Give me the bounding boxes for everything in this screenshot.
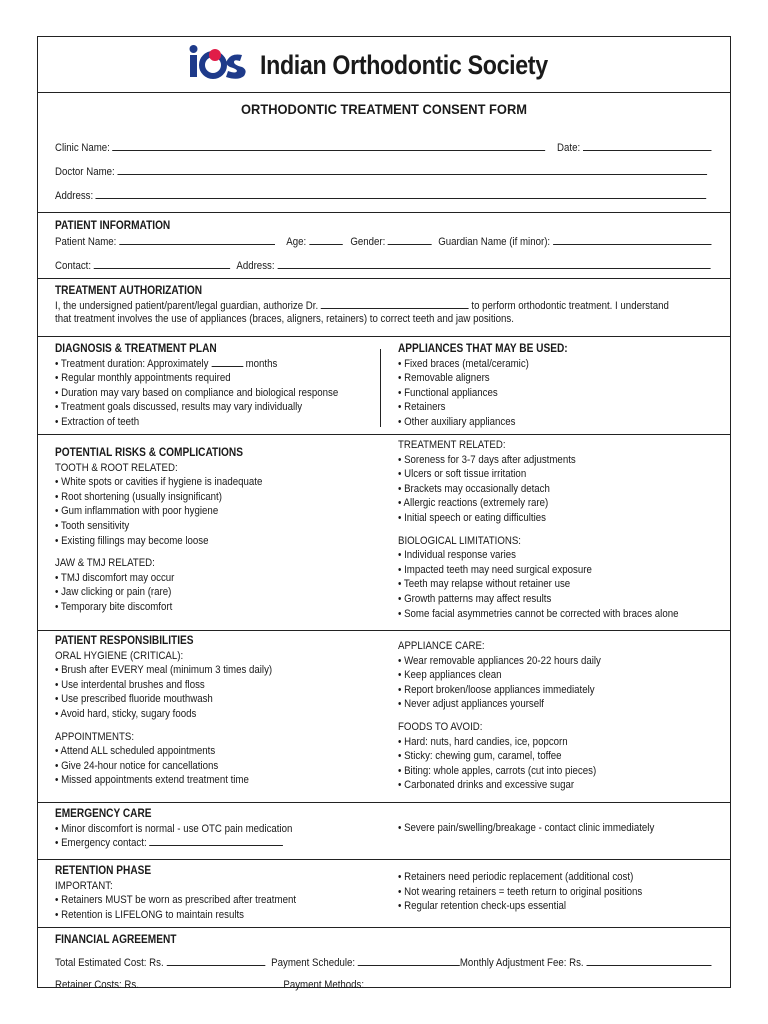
list-item [55, 836, 292, 851]
retention-heading: RETENTION PHASE [55, 865, 152, 877]
duration-unit: months [245, 357, 278, 370]
list-item: • Fixed braces (metal/ceramic) [398, 357, 568, 372]
oral-hygiene-heading: ORAL HYGIENE (CRITICAL): [55, 649, 184, 662]
risks-left-column [55, 446, 262, 615]
list-item: • Retainers MUST be worn as prescribed after treatment [55, 893, 296, 908]
financial-heading: FINANCIAL AGREEMENT [55, 934, 177, 946]
list-item: • Avoid hard, sticky, sugary foods [55, 707, 272, 722]
list-item: • Regular retention check-ups essential [398, 899, 642, 914]
patient-name-field[interactable] [119, 235, 275, 245]
authorization-text-a: I, the undersigned patient/parent/legal guardian, authorize Dr. [55, 300, 319, 312]
list-item: • Root shortening (usually insignificant) [55, 490, 262, 505]
risks-right-column [398, 438, 679, 621]
list-item: • Biting: whole apples, carrots (cut into pieces) [398, 764, 601, 779]
list-item: • Teeth may relapse without retainer use [398, 577, 679, 592]
diagnosis-heading: DIAGNOSIS & TREATMENT PLAN [55, 343, 217, 355]
list-item: • TMJ discomfort may occur [55, 571, 262, 586]
authorization-line-2: that treatment involves the use of appliances (braces, aligners, retainers) to correct teeth and jaw positions. [55, 313, 514, 325]
list-item: • Allergic reactions (extremely rare) [398, 496, 679, 511]
list-item: • Treatment goals discussed, results may vary individually [55, 400, 338, 415]
list-item: • Initial speech or eating difficulties [398, 511, 679, 526]
clinic-name-label: Clinic Name: [55, 142, 110, 154]
guardian-field[interactable] [553, 235, 711, 245]
list-item: • Not wearing retainers = teeth return to original positions [398, 885, 642, 900]
list-item: • Brush after EVERY meal (minimum 3 times daily) [55, 663, 272, 678]
list-item: • Individual response varies [398, 548, 679, 563]
risks-section [38, 434, 730, 630]
appliances-heading: APPLIANCES THAT MAY BE USED: [398, 343, 568, 355]
financial-row-2 [55, 978, 508, 991]
retention-right-column [398, 870, 642, 914]
responsibilities-section [38, 630, 730, 802]
list-item: • Other auxiliary appliances [398, 415, 568, 430]
clinic-row [55, 141, 711, 154]
list-item: • Keep appliances clean [398, 668, 601, 683]
emergency-left-column [55, 807, 292, 851]
list-item: • Soreness for 3-7 days after adjustments [398, 453, 679, 468]
monthly-fee-field[interactable] [586, 956, 711, 966]
emergency-right-column [398, 821, 654, 836]
list-item: • Duration may vary based on compliance and biological response [55, 386, 338, 401]
date-label: Date: [557, 142, 581, 154]
gender-field[interactable] [388, 235, 432, 245]
appointments-heading: APPOINTMENTS: [55, 730, 135, 743]
list-item: • Ulcers or soft tissue irritation [398, 467, 679, 482]
list-item: • Minor discomfort is normal - use OTC pain medication [55, 822, 292, 837]
emergency-section [38, 802, 730, 859]
list-item: • Gum inflammation with poor hygiene [55, 504, 262, 519]
emergency-heading: EMERGENCY CARE [55, 808, 152, 820]
list-item: • Wear removable appliances 20-22 hours daily [398, 654, 601, 669]
guardian-label: Guardian Name (if minor): [438, 236, 551, 248]
authorization-line-1 [55, 299, 669, 312]
patient-row-2 [55, 259, 710, 272]
list-item: • Functional appliances [398, 386, 568, 401]
list-item: • Brackets may occasionally detach [398, 482, 679, 497]
list-item: • Give 24-hour notice for cancellations [55, 759, 272, 774]
payment-methods-field[interactable] [367, 978, 508, 988]
retainer-cost-field[interactable] [142, 978, 278, 988]
age-field[interactable] [309, 235, 342, 245]
foods-heading: FOODS TO AVOID: [398, 720, 483, 733]
list-item: • Carbonated drinks and excessive sugar [398, 778, 601, 793]
authorization-section [38, 278, 730, 336]
list-item: • Retainers need periodic replacement (additional cost) [398, 870, 642, 885]
patient-section [38, 212, 730, 278]
retainer-cost-label: Retainer Costs: Rs. [55, 979, 139, 991]
list-item: • Existing fillings may become loose [55, 534, 262, 549]
list-item: • White spots or cavities if hygiene is inadequate [55, 475, 262, 490]
appliances-column [398, 342, 568, 430]
contact-field[interactable] [94, 259, 230, 269]
contact-label: Contact: [55, 260, 92, 272]
payment-schedule-label: Payment Schedule: [271, 957, 356, 969]
financial-section [38, 927, 730, 997]
authorization-heading: TREATMENT AUTHORIZATION [55, 285, 203, 297]
form-title: ORTHODONTIC TREATMENT CONSENT FORM [241, 101, 527, 117]
clinic-section [38, 101, 730, 212]
patient-name-label: Patient Name: [55, 236, 117, 248]
list-item: • Extraction of teeth [55, 415, 338, 430]
duration-text: Treatment duration: Approximately [60, 357, 209, 370]
list-item: • Use prescribed fluoride mouthwash [55, 692, 272, 707]
org-name: Indian Orthodontic Society [260, 50, 548, 80]
list-item: • Regular monthly appointments required [55, 371, 338, 386]
financial-row-1 [55, 956, 711, 969]
doctor-name-field[interactable] [117, 165, 707, 175]
total-cost-label: Total Estimated Cost: Rs. [55, 957, 164, 969]
list-item: • Jaw clicking or pain (rare) [55, 585, 262, 600]
monthly-fee-label: Monthly Adjustment Fee: Rs. [459, 957, 584, 969]
list-item: • Temporary bite discomfort [55, 600, 262, 615]
list-item: • Missed appointments extend treatment time [55, 773, 272, 788]
responsibilities-left-column [55, 634, 272, 788]
ios-logo-icon [188, 43, 252, 83]
emergency-contact-field[interactable] [149, 836, 283, 846]
list-item: • Use interdental brushes and floss [55, 678, 272, 693]
date-field[interactable] [583, 141, 711, 151]
duration-field[interactable] [211, 357, 243, 367]
payment-schedule-field[interactable] [358, 956, 460, 966]
list-item [55, 357, 338, 372]
column-divider [380, 349, 381, 427]
list-item: • Removable aligners [398, 371, 568, 386]
treatment-related-heading: TREATMENT RELATED: [398, 439, 506, 451]
tooth-heading: TOOTH & ROOT RELATED: [55, 461, 178, 474]
doctor-row [55, 165, 707, 178]
doctor-name-label: Doctor Name: [55, 166, 115, 178]
jaw-heading: JAW & TMJ RELATED: [55, 557, 155, 570]
gender-label: Gender: [350, 236, 386, 248]
patient-heading: PATIENT INFORMATION [55, 220, 171, 232]
diagnosis-column [55, 342, 338, 430]
clinic-name-field[interactable] [113, 141, 546, 151]
responsibilities-heading: PATIENT RESPONSIBILITIES [55, 635, 194, 647]
retention-section [38, 859, 730, 927]
list-item: • Sticky: chewing gum, caramel, toffee [398, 749, 601, 764]
authorization-text-b: to perform orthodontic treatment. I understand [471, 300, 669, 312]
list-item: • Retainers [398, 400, 568, 415]
risks-heading: POTENTIAL RISKS & COMPLICATIONS [55, 447, 243, 459]
list-item: • Hard: nuts, hard candies, ice, popcorn [398, 735, 601, 750]
appliance-care-heading: APPLIANCE CARE: [398, 640, 485, 652]
patient-address-field[interactable] [277, 259, 710, 269]
list-item: • Some facial asymmetries cannot be corrected with braces alone [398, 607, 679, 622]
list-item: • Retention is LIFELONG to maintain results [55, 908, 296, 923]
list-item: • Severe pain/swelling/breakage - contact clinic immediately [398, 821, 654, 836]
important-label: IMPORTANT: [55, 879, 113, 892]
list-item: • Attend ALL scheduled appointments [55, 744, 272, 759]
list-item: • Report broken/loose appliances immediately [398, 683, 601, 698]
authorized-doctor-field[interactable] [321, 299, 469, 309]
payment-methods-label: Payment Methods: [283, 979, 365, 991]
consent-form [37, 36, 731, 991]
clinic-address-field[interactable] [96, 189, 707, 199]
responsibilities-right-column [398, 639, 601, 793]
form-header [38, 37, 730, 93]
list-item: • Impacted teeth may need surgical exposure [398, 563, 679, 578]
list-item: • Growth patterns may affect results [398, 592, 679, 607]
list-item: • Tooth sensitivity [55, 519, 262, 534]
clinic-address-label: Address: [55, 190, 94, 202]
age-label: Age: [286, 236, 307, 248]
patient-address-label: Address: [236, 260, 275, 272]
total-cost-field[interactable] [166, 956, 265, 966]
list-item: • Never adjust appliances yourself [398, 697, 601, 712]
diagnosis-section [38, 336, 730, 434]
emergency-contact-label: Emergency contact: [61, 837, 147, 850]
clinic-address-row [55, 189, 707, 202]
retention-left-column [55, 864, 296, 922]
patient-row-1 [55, 235, 711, 248]
biological-heading: BIOLOGICAL LIMITATIONS: [398, 534, 522, 547]
